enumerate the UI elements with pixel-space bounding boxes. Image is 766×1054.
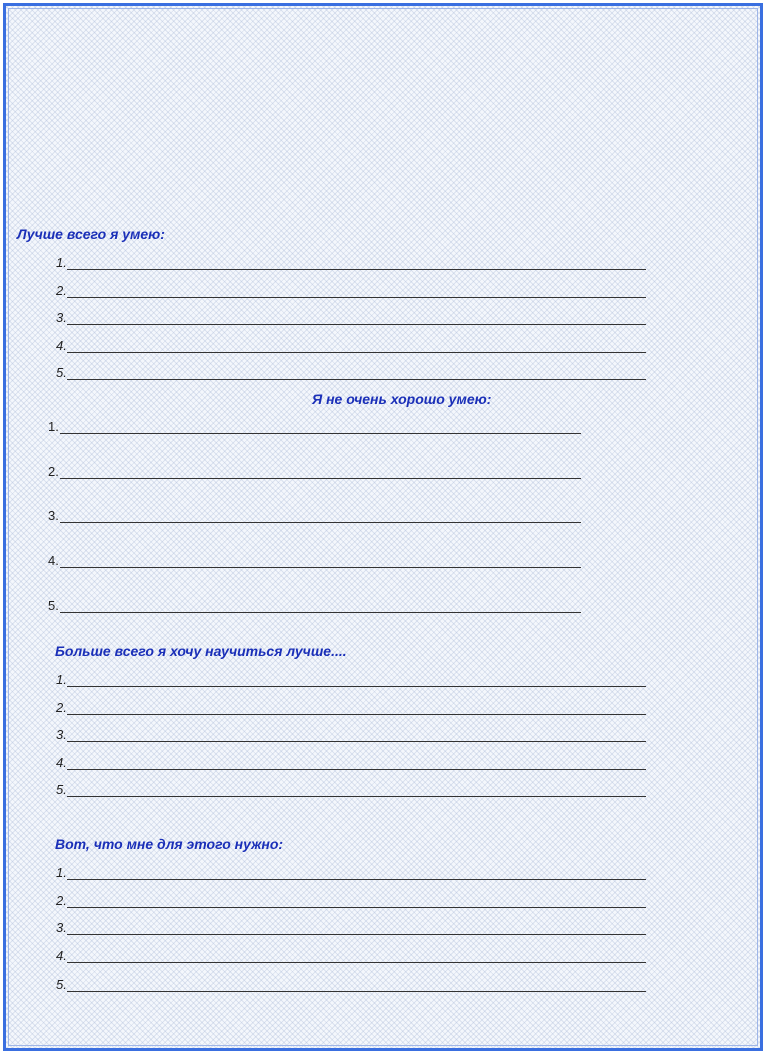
- answer-line[interactable]: [56, 949, 646, 963]
- answer-line[interactable]: [56, 284, 646, 298]
- answer-line[interactable]: [56, 366, 646, 380]
- write-line: [67, 741, 646, 742]
- answer-line[interactable]: [56, 673, 646, 687]
- heading-best-skills: Лучше всего я умею:: [17, 226, 165, 242]
- line-number: 3.: [56, 310, 67, 325]
- write-line: [60, 433, 581, 434]
- line-number: 5.: [56, 782, 67, 797]
- line-number: 1.: [56, 255, 67, 270]
- answer-line[interactable]: [56, 756, 646, 770]
- answer-line[interactable]: [56, 783, 646, 797]
- answer-line[interactable]: [56, 701, 646, 715]
- answer-line[interactable]: [48, 554, 581, 568]
- line-number: 4.: [56, 948, 67, 963]
- line-number: 2.: [56, 893, 67, 908]
- write-line: [67, 297, 646, 298]
- heading-want-to-learn: Больше всего я хочу научиться лучше....: [55, 643, 347, 659]
- write-line: [60, 522, 581, 523]
- line-number: 5.: [48, 598, 59, 613]
- answer-line[interactable]: [56, 894, 646, 908]
- write-line: [60, 567, 581, 568]
- frame-inner-border: [8, 8, 758, 1046]
- write-line: [67, 962, 646, 963]
- write-line: [67, 714, 646, 715]
- line-number: 5.: [56, 365, 67, 380]
- line-number: 1.: [56, 865, 67, 880]
- write-line: [60, 612, 581, 613]
- line-number: 2.: [48, 464, 59, 479]
- answer-line[interactable]: [48, 420, 581, 434]
- answer-line[interactable]: [48, 509, 581, 523]
- write-line: [67, 686, 646, 687]
- write-line: [60, 478, 581, 479]
- line-number: 4.: [56, 755, 67, 770]
- answer-line[interactable]: [56, 311, 646, 325]
- answer-line[interactable]: [56, 256, 646, 270]
- write-line: [67, 934, 646, 935]
- heading-weak-skills: Я не очень хорошо умею:: [312, 391, 492, 407]
- line-number: 4.: [56, 338, 67, 353]
- write-line: [67, 879, 646, 880]
- answer-line[interactable]: [56, 921, 646, 935]
- line-number: 2.: [56, 700, 67, 715]
- answer-line[interactable]: [56, 728, 646, 742]
- answer-line[interactable]: [48, 599, 581, 613]
- heading-what-i-need: Вот, что мне для этого нужно:: [55, 836, 284, 852]
- write-line: [67, 352, 646, 353]
- write-line: [67, 324, 646, 325]
- answer-line[interactable]: [56, 339, 646, 353]
- line-number: 1.: [48, 419, 59, 434]
- line-number: 3.: [48, 508, 59, 523]
- line-number: 3.: [56, 920, 67, 935]
- line-number: 1.: [56, 672, 67, 687]
- answer-line[interactable]: [56, 978, 646, 992]
- write-line: [67, 379, 646, 380]
- line-number: 3.: [56, 727, 67, 742]
- write-line: [67, 907, 646, 908]
- write-line: [67, 796, 646, 797]
- write-line: [67, 769, 646, 770]
- write-line: [67, 269, 646, 270]
- write-line: [67, 991, 646, 992]
- line-number: 2.: [56, 283, 67, 298]
- line-number: 5.: [56, 977, 67, 992]
- answer-line[interactable]: [56, 866, 646, 880]
- answer-line[interactable]: [48, 465, 581, 479]
- line-number: 4.: [48, 553, 59, 568]
